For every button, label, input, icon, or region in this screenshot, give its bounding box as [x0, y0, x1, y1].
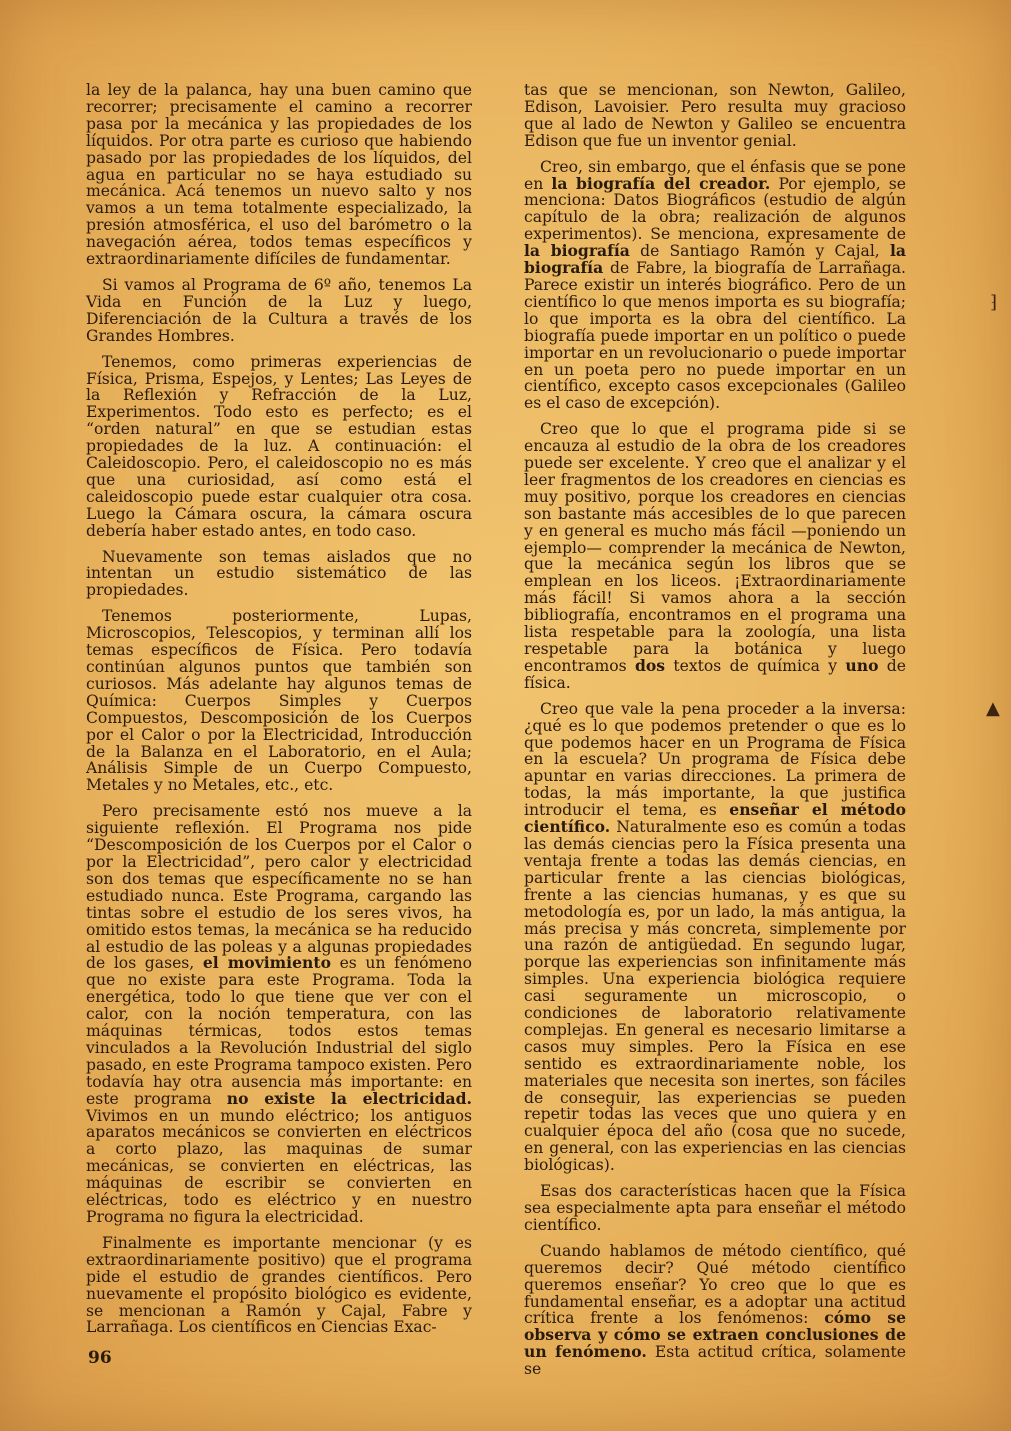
- bold-text: cómo se observa y cómo se extraen conclusiones de un fenómeno.: [524, 1308, 906, 1362]
- bold-text: uno: [845, 655, 879, 675]
- paragraph: [86, 608, 472, 794]
- paragraph: [524, 82, 906, 150]
- paragraph: [86, 82, 472, 268]
- edge-mark: ▲: [986, 698, 1000, 719]
- bold-text: dos: [634, 655, 666, 675]
- paragraph: [524, 701, 906, 1174]
- text-run: Creo que vale la pena proceder a la inversa: ¿qué es lo que podemos pretender o que es lo que podemos hacer en un Programa de Física en la escuela? Un programa de Física debe apuntar en varias direcciones. La primera de todas, la más importante, la que justifica introducir el tema, es: [524, 699, 906, 820]
- left-text-column: [86, 82, 472, 1345]
- bold-text: enseñar el método científico.: [524, 800, 906, 837]
- text-run: Esta actitud crítica, solamente se: [524, 1343, 906, 1379]
- paragraph: [86, 277, 472, 345]
- paragraph: [86, 549, 472, 600]
- bold-text: no existe la electricidad.: [226, 1088, 472, 1108]
- text-run: Nuevamente son temas aislados que no intentan un estudio sistemático de las propiedades.: [86, 547, 472, 600]
- text-run: Si vamos al Programa de 6º año, tenemos La Vida en Función de la Luz y luego, Diferenciación de la Cultura a través de los Grandes Hombres.: [86, 275, 472, 345]
- text-run: Por ejemplo, se menciona: Datos Biográficos (estudio de algún capítulo de la obra; realización de algunos experimentos). Se menciona, expresamente de: [524, 174, 906, 244]
- text-run: Finalmente es importante mencionar (y es extraordinariamente positivo) que el programa pide el estudio de grandes científicos. Pero nuevamente el propósito biológico es evidente, se mencionan a Ramón y Cajal, Fabre y Larrañaga. Los científicos en Ciencias Exac-: [86, 1233, 472, 1337]
- bold-text: la biografía: [524, 241, 630, 261]
- text-run: textos de química y: [665, 656, 846, 675]
- text-run: de Santiago Ramón y Cajal,: [629, 242, 890, 261]
- paragraph: [524, 159, 906, 413]
- bold-text: la biografía del creador.: [551, 173, 771, 193]
- text-run: Creo que lo que el programa pide si se encauza al estudio de la obra de los creadores puede ser excelente. Y creo que el analizar y el leer fragmentos de los creadores en ciencias es muy positivo, porque los creadores en ciencias son bastante más accesibles de lo que parecen y en general es mucho más fácil —poniendo un ejemplo— comprender la mecánica de Newton, que la mecánica según los libros que se emplean en los liceos. ¡Extraordinariamente más fácil! Si vamos ahora a la sección bibliografía, encontramos en el programa una lista respetable para la zoología, una lista respetable para la botánica y luego encontramos: [524, 420, 906, 675]
- right-text-column: [524, 82, 906, 1387]
- text-run: Pero precisamente estó nos mueve a la siguiente reflexión. El Programa nos pide “Descomposición de los Cuerpos por el Calor o por la Electricidad”, pero calor y electricidad son dos temas que específicamente no se han estudiado nunca. Este Programa, cargando las tintas sobre el estudio de los seres vivos, ha omitido estos temas, la mecánica se ha reducido al estudio de las poleas y a algunas propiedades de los gases,: [86, 802, 472, 973]
- text-run: es un fenómeno que no existe para este Programa. Toda la energética, todo lo que tiene que ver con el calor, con la noción temperatura, con las máquinas térmicas, todos estos temas vinculados a la Revolución Industrial del siglo pasado, en este Programa tampoco existen. Pero todavía hay otra ausencia más importante: en este programa: [86, 954, 473, 1108]
- paragraph: [86, 803, 472, 1226]
- text-run: Esas dos características hacen que la Física sea especialmente apta para enseñar el método científico.: [524, 1182, 906, 1234]
- text-run: Vivimos en un mundo eléctrico; los antiguos aparatos mecánicos se convierten en eléctricos a corto plazo, las maquinas de sumar mecánicas, se convierten en eléctricas, las máquinas de escribir se convierten en eléctricas, todo es eléctrico y en nuestro Programa no figura la electricidad.: [86, 1106, 472, 1226]
- paragraph: [524, 421, 906, 692]
- text-run: de Fabre, la biografía de Larrañaga. Parece existir un interés biográfico. Pero de un científico lo que menos importa es su biografía; lo que importa es la obra del científico. La biografía puede importar en un político o puede importar en un revolucionario o puede importar en un poeta pero no puede importar en un científico, excepto casos excepcionales (Galileo es el caso de excepción).: [524, 259, 906, 413]
- paragraph: [524, 1183, 906, 1234]
- bold-text: la biografía: [524, 241, 906, 278]
- paragraph: [524, 1243, 906, 1378]
- text-run: de física.: [524, 656, 906, 692]
- text-run: Cuando hablamos de método científico, qué queremos decir? Qué método científico queremos enseñar? Yo creo que lo que es fundamental enseñar, es a adoptar una actitud crítica frente a los fenómenos:: [524, 1241, 906, 1328]
- text-run: Tenemos, como primeras experiencias de Física, Prisma, Espejos, y Lentes; Las Leyes de la Reflexión y Refracción de la Luz, Experimentos. Todo esto es perfecto; es el “orden natural” en que se estudian estas propiedades de la luz. A continuación: el Caleidoscopio. Pero, el caleidoscopio no es más que una curiosidad, así como está el caleidoscopio puede estar cualquier otra cosa. Luego la Cámara oscura, la cámara oscura debería haber estado antes, en todo caso.: [86, 352, 472, 540]
- paragraph: [86, 1235, 472, 1336]
- edge-mark: ⁆: [990, 292, 998, 313]
- text-run: Naturalmente eso es común a todas las demás ciencias pero la Física presenta una ventaja frente a todas las demás ciencias, en particular frente a las ciencias biológicas, frente a las ciencias humanas, y es que su metodología es, por un lado, la más antigua, la más precisa y más concreta, simplemente por una razón de antigüedad. En segundo lugar, porque las experiencias son infinitamente más simples. Una experiencia biológica requiere casi seguramente un microscopio, o condiciones de laboratorio relativamente complejas. En general es necesario limitarse a casos muy simples. Pero la Física en ese sentido es extraordinariamente noble, los materiales que necesita son inertes, son fáciles de conseguir, las experiencias se pueden repetir todas las veces que uno quiera y en cualquier época del año (cosa que no sucede, en general, con las experiencias en las ciencias biológicas).: [524, 818, 906, 1175]
- text-run: Tenemos posteriormente, Lupas, Microscopios, Telescopios, y terminan allí los temas específicos de Física. Pero todavía continúan algunos puntos que también son curiosos. Más adelante hay algunos temas de Química: Cuerpos Simples y Cuerpos Compuestos, Descomposición de los Cuerpos por el Calor o por la Electricidad, Introducción de la Balanza en el Laboratorio, en el Aula; Análisis Simple de un Cuerpo Compuesto, Metales y no Metales, etc., etc.: [86, 607, 472, 795]
- bold-text: el movimiento: [202, 953, 331, 973]
- paragraph: [86, 354, 472, 540]
- text-run: Creo, sin embargo, que el énfasis que se pone en: [524, 157, 906, 193]
- text-run: la ley de la palanca, hay una buen camino que recorrer; precisamente el camino a recorrer pasa por la mecánica y las propiedades de los líquidos. Por otra parte es curioso que habiendo pasado por las propiedades de los líquidos, del agua en particular no se haya estudiado su mecánica. Acá tenemos un nuevo salto y nos vamos a un tema totalmente especializado, la presión atmosférica, el uso del barómetro o la navegación aérea, todos temas específicos y extraordinariamente difíciles de fundamentar.: [86, 81, 472, 269]
- page-number: 96: [88, 1348, 112, 1368]
- text-run: tas que se mencionan, son Newton, Galileo, Edison, Lavoisier. Pero resulta muy gracioso que al lado de Newton y Galileo se encuentra Edison que fue un inventor genial.: [524, 81, 906, 150]
